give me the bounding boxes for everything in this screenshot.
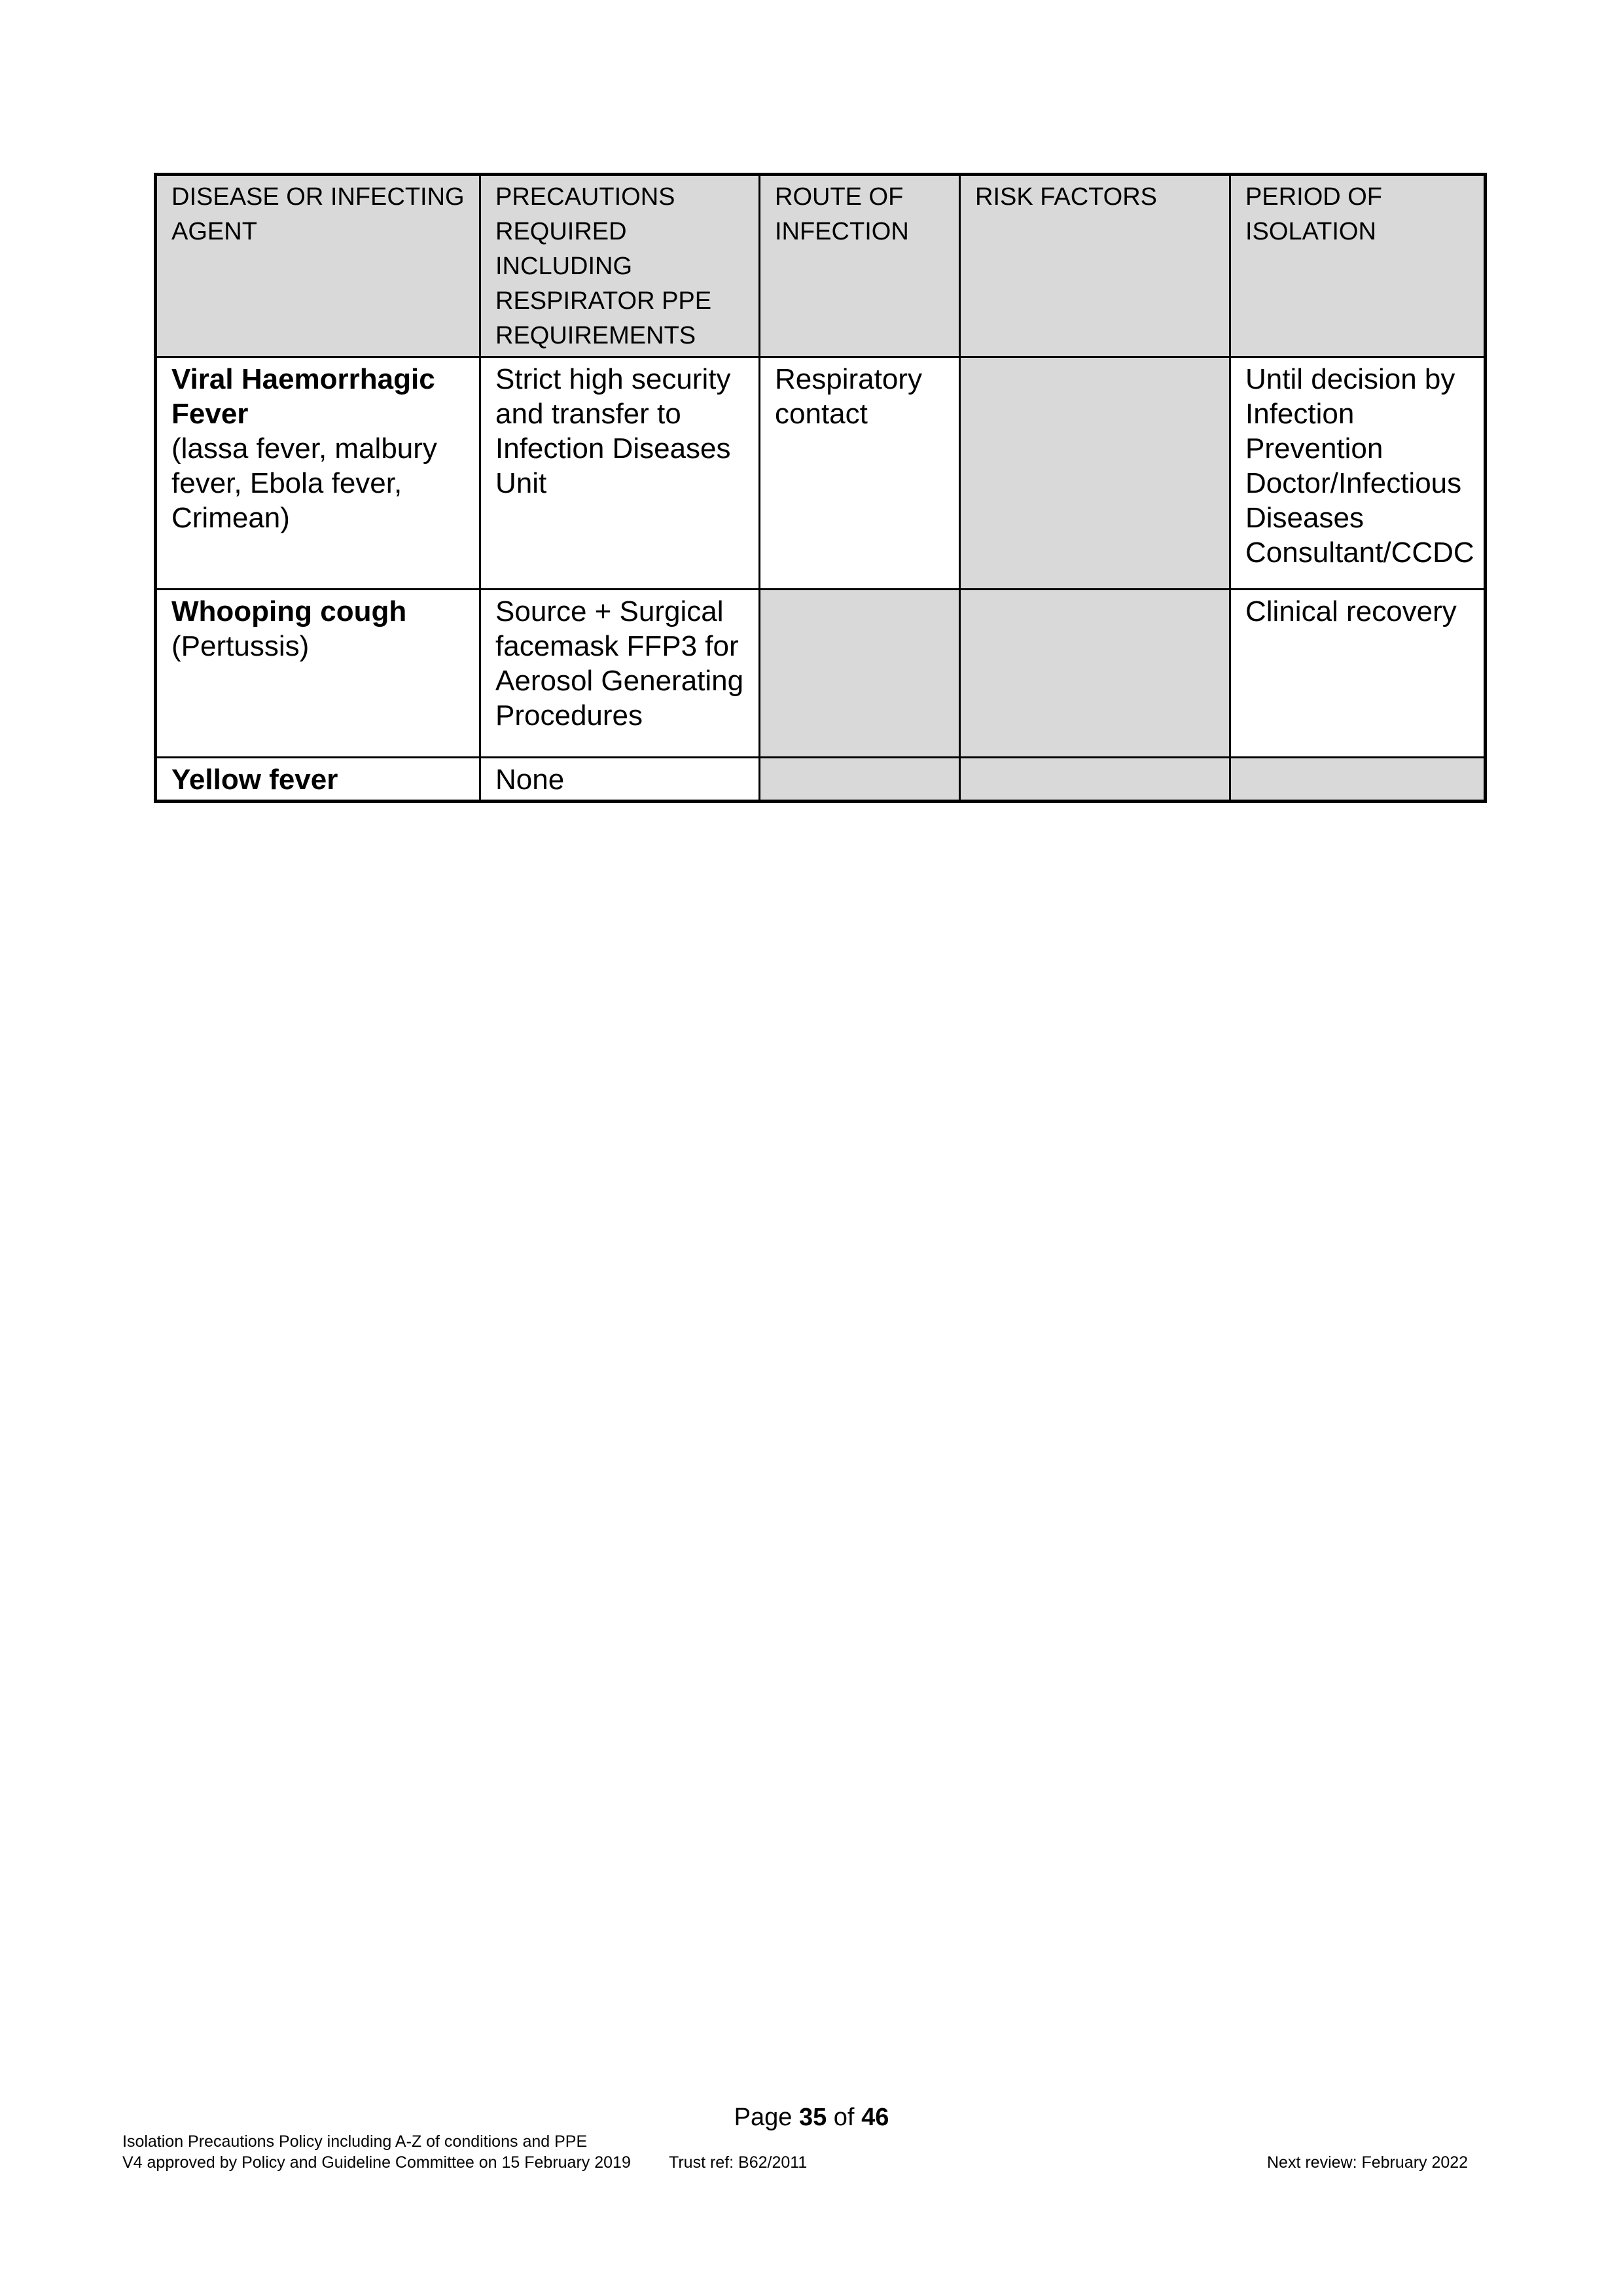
risk-cell bbox=[960, 758, 1230, 802]
risk-cell bbox=[960, 357, 1230, 590]
precautions-cell: Strict high security and transfer to Infection Diseases Unit bbox=[480, 357, 760, 590]
disease-cell bbox=[156, 758, 480, 802]
disease-name: Viral Haemorrhagic Fever bbox=[171, 363, 435, 430]
footer-title: Isolation Precautions Policy including A-Z of conditions and PPE bbox=[122, 2132, 588, 2151]
header-disease: DISEASE OR INFECTING AGENT bbox=[156, 175, 480, 357]
period-cell: Until decision by Infection Prevention Doctor/Infectious Diseases Consultant/CCDC bbox=[1230, 357, 1486, 590]
footer-next-review: Next review: February 2022 bbox=[1267, 2153, 1469, 2172]
disease-cell bbox=[156, 357, 480, 590]
footer-approval: V4 approved by Policy and Guideline Committee on 15 February 2019 bbox=[122, 2153, 631, 2172]
table-row bbox=[156, 590, 1486, 758]
footer-trust-ref: Trust ref: B62/2011 bbox=[669, 2153, 808, 2172]
table-header-row bbox=[156, 175, 1486, 357]
table-row bbox=[156, 758, 1486, 802]
page-number bbox=[0, 2104, 1623, 2132]
page-of: of bbox=[833, 2104, 855, 2131]
page-current: 35 bbox=[798, 2104, 827, 2131]
period-cell: Clinical recovery bbox=[1230, 590, 1486, 758]
disease-detail: (lassa fever, malbury fever, Ebola fever, Crimean) bbox=[171, 433, 437, 534]
period-cell bbox=[1230, 758, 1486, 802]
header-precautions: PRECAUTIONS REQUIRED INCLUDING RESPIRATOR PPE REQUIREMENTS bbox=[480, 175, 760, 357]
route-cell bbox=[760, 590, 960, 758]
disease-name: Whooping cough bbox=[171, 595, 407, 627]
isolation-precautions-table bbox=[154, 173, 1487, 803]
route-cell: Respiratory contact bbox=[760, 357, 960, 590]
page-prefix: Page bbox=[734, 2104, 793, 2131]
risk-cell bbox=[960, 590, 1230, 758]
page-total: 46 bbox=[861, 2104, 889, 2131]
disease-cell bbox=[156, 590, 480, 758]
route-cell bbox=[760, 758, 960, 802]
precautions-cell: None bbox=[480, 758, 760, 802]
table-row bbox=[156, 357, 1486, 590]
header-risk-factors: RISK FACTORS bbox=[960, 175, 1230, 357]
header-route: ROUTE OF INFECTION bbox=[760, 175, 960, 357]
header-period: PERIOD OF ISOLATION bbox=[1230, 175, 1486, 357]
disease-name: Yellow fever bbox=[171, 764, 338, 796]
disease-detail: (Pertussis) bbox=[171, 630, 310, 662]
precautions-cell: Source + Surgical facemask FFP3 for Aerosol Generating Procedures bbox=[480, 590, 760, 758]
